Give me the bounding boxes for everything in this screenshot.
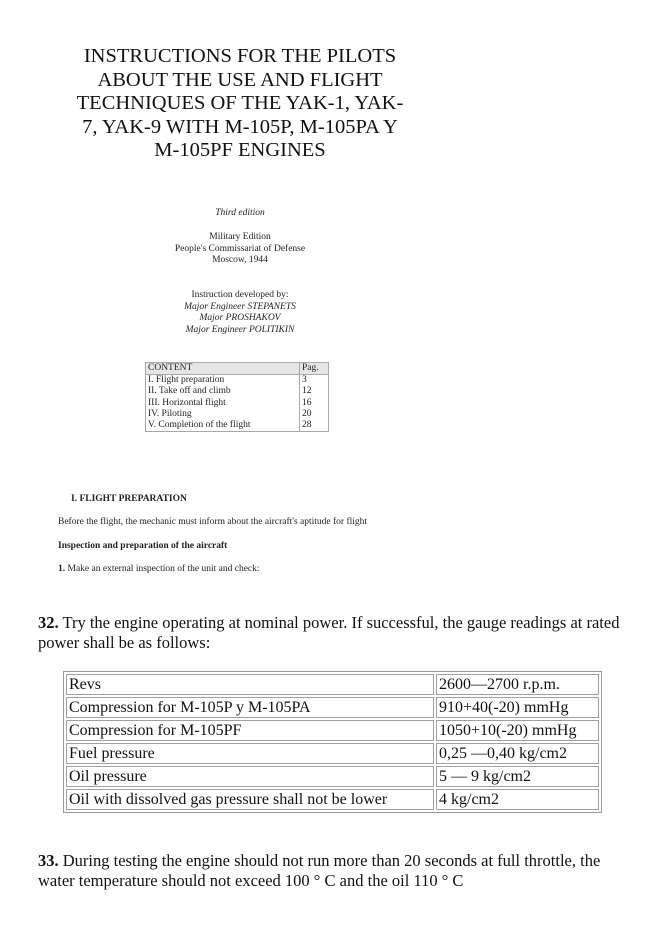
inspection-heading: Inspection and preparation of the aircraft <box>58 541 228 551</box>
publication-line: Military Edition <box>209 232 271 242</box>
toc-label: II. Take off and climb <box>148 386 231 397</box>
step-number: 1. <box>58 564 66 574</box>
parameter-cell: Fuel pressure <box>66 743 434 764</box>
author: Major Engineer STEPANETS <box>184 301 296 312</box>
title-line: INSTRUCTIONS FOR THE PILOTS <box>83 45 397 67</box>
developed-by-label: Instruction developed by: <box>191 290 289 300</box>
step-1-paragraph <box>58 564 260 574</box>
table-row <box>66 674 599 695</box>
toc-label: IV. Piloting <box>148 408 192 419</box>
table-row <box>66 789 599 810</box>
toc-label: III. Horizontal flight <box>148 397 226 408</box>
title-line: 7, YAK-9 WITH M-105P, M-105PA Y <box>82 115 398 138</box>
parameter-cell: Compression for M-105P y M-105PA <box>66 697 434 718</box>
toc-header-content: CONTENT <box>146 363 300 375</box>
parameter-cell: Revs <box>66 674 434 695</box>
title-line: M-105PF ENGINES <box>154 139 326 161</box>
value-cell: 4 kg/cm2 <box>436 789 599 810</box>
parameter-cell: Oil pressure <box>66 766 434 787</box>
gauge-readings-table <box>63 671 602 813</box>
toc-header-row <box>146 363 329 375</box>
author: Major Engineer POLITIKIN <box>185 324 295 335</box>
publication-line: People's Commissariat of Defense <box>174 243 306 254</box>
value-cell: 1050+10(-20) mmHg <box>436 720 599 741</box>
toc-page: 20 <box>300 409 329 420</box>
edition-label: Third edition <box>215 208 265 218</box>
toc-page: 12 <box>300 386 329 397</box>
paragraph-number: 33. <box>38 851 59 870</box>
paragraph-number: 32. <box>38 613 59 632</box>
author: Major PROSHAKOV <box>199 313 281 323</box>
section-heading-flight-preparation: I. FLIGHT PREPARATION <box>71 494 187 504</box>
value-cell: 910+40(-20) mmHg <box>436 697 599 718</box>
paragraph-text: Try the engine operating at nominal power. If successful, the gauge readings at rated power shall be as follows: <box>38 613 620 652</box>
table-row <box>66 743 599 764</box>
toc-header-page: Pag. <box>300 363 329 375</box>
parameter-cell: Oil with dissolved gas pressure shall not be lower <box>66 789 434 810</box>
publication-line: Moscow, 1944 <box>212 255 268 265</box>
authors-block <box>140 290 340 336</box>
paragraph-text: During testing the engine should not run more than 20 seconds at full throttle, the water temperature should not exceed 100 ° C and the oil 110 ° C <box>38 851 601 890</box>
toc-label: V. Completion of the flight <box>148 420 251 431</box>
toc-row <box>146 398 329 409</box>
table-row <box>66 766 599 787</box>
toc-row <box>146 409 329 420</box>
title-line: TECHNIQUES OF THE YAK-1, YAK- <box>76 92 404 114</box>
value-cell: 2600—2700 r.p.m. <box>436 674 599 695</box>
toc-label: I. Flight preparation <box>148 375 225 386</box>
table-of-contents <box>145 362 329 432</box>
toc-row <box>146 375 329 387</box>
toc-page: 3 <box>300 375 329 387</box>
step-text: Make an external inspection of the unit and check: <box>65 564 260 574</box>
title-line: ABOUT THE USE AND FLIGHT <box>97 68 383 91</box>
before-flight-paragraph: Before the flight, the mechanic must inform about the aircraft's aptitude for flight <box>58 517 368 527</box>
value-cell: 5 — 9 kg/cm2 <box>436 766 599 787</box>
toc-page: 16 <box>300 398 329 409</box>
paragraph-32 <box>38 613 628 653</box>
toc-page: 28 <box>300 420 329 432</box>
toc-row <box>146 386 329 397</box>
table-row <box>66 720 599 741</box>
paragraph-33 <box>38 851 628 891</box>
value-cell: 0,25 —0,40 kg/cm2 <box>436 743 599 764</box>
table-row <box>66 697 599 718</box>
toc-row <box>146 420 329 432</box>
document-title <box>62 45 418 163</box>
publication-info <box>140 232 340 267</box>
parameter-cell: Compression for M-105PF <box>66 720 434 741</box>
